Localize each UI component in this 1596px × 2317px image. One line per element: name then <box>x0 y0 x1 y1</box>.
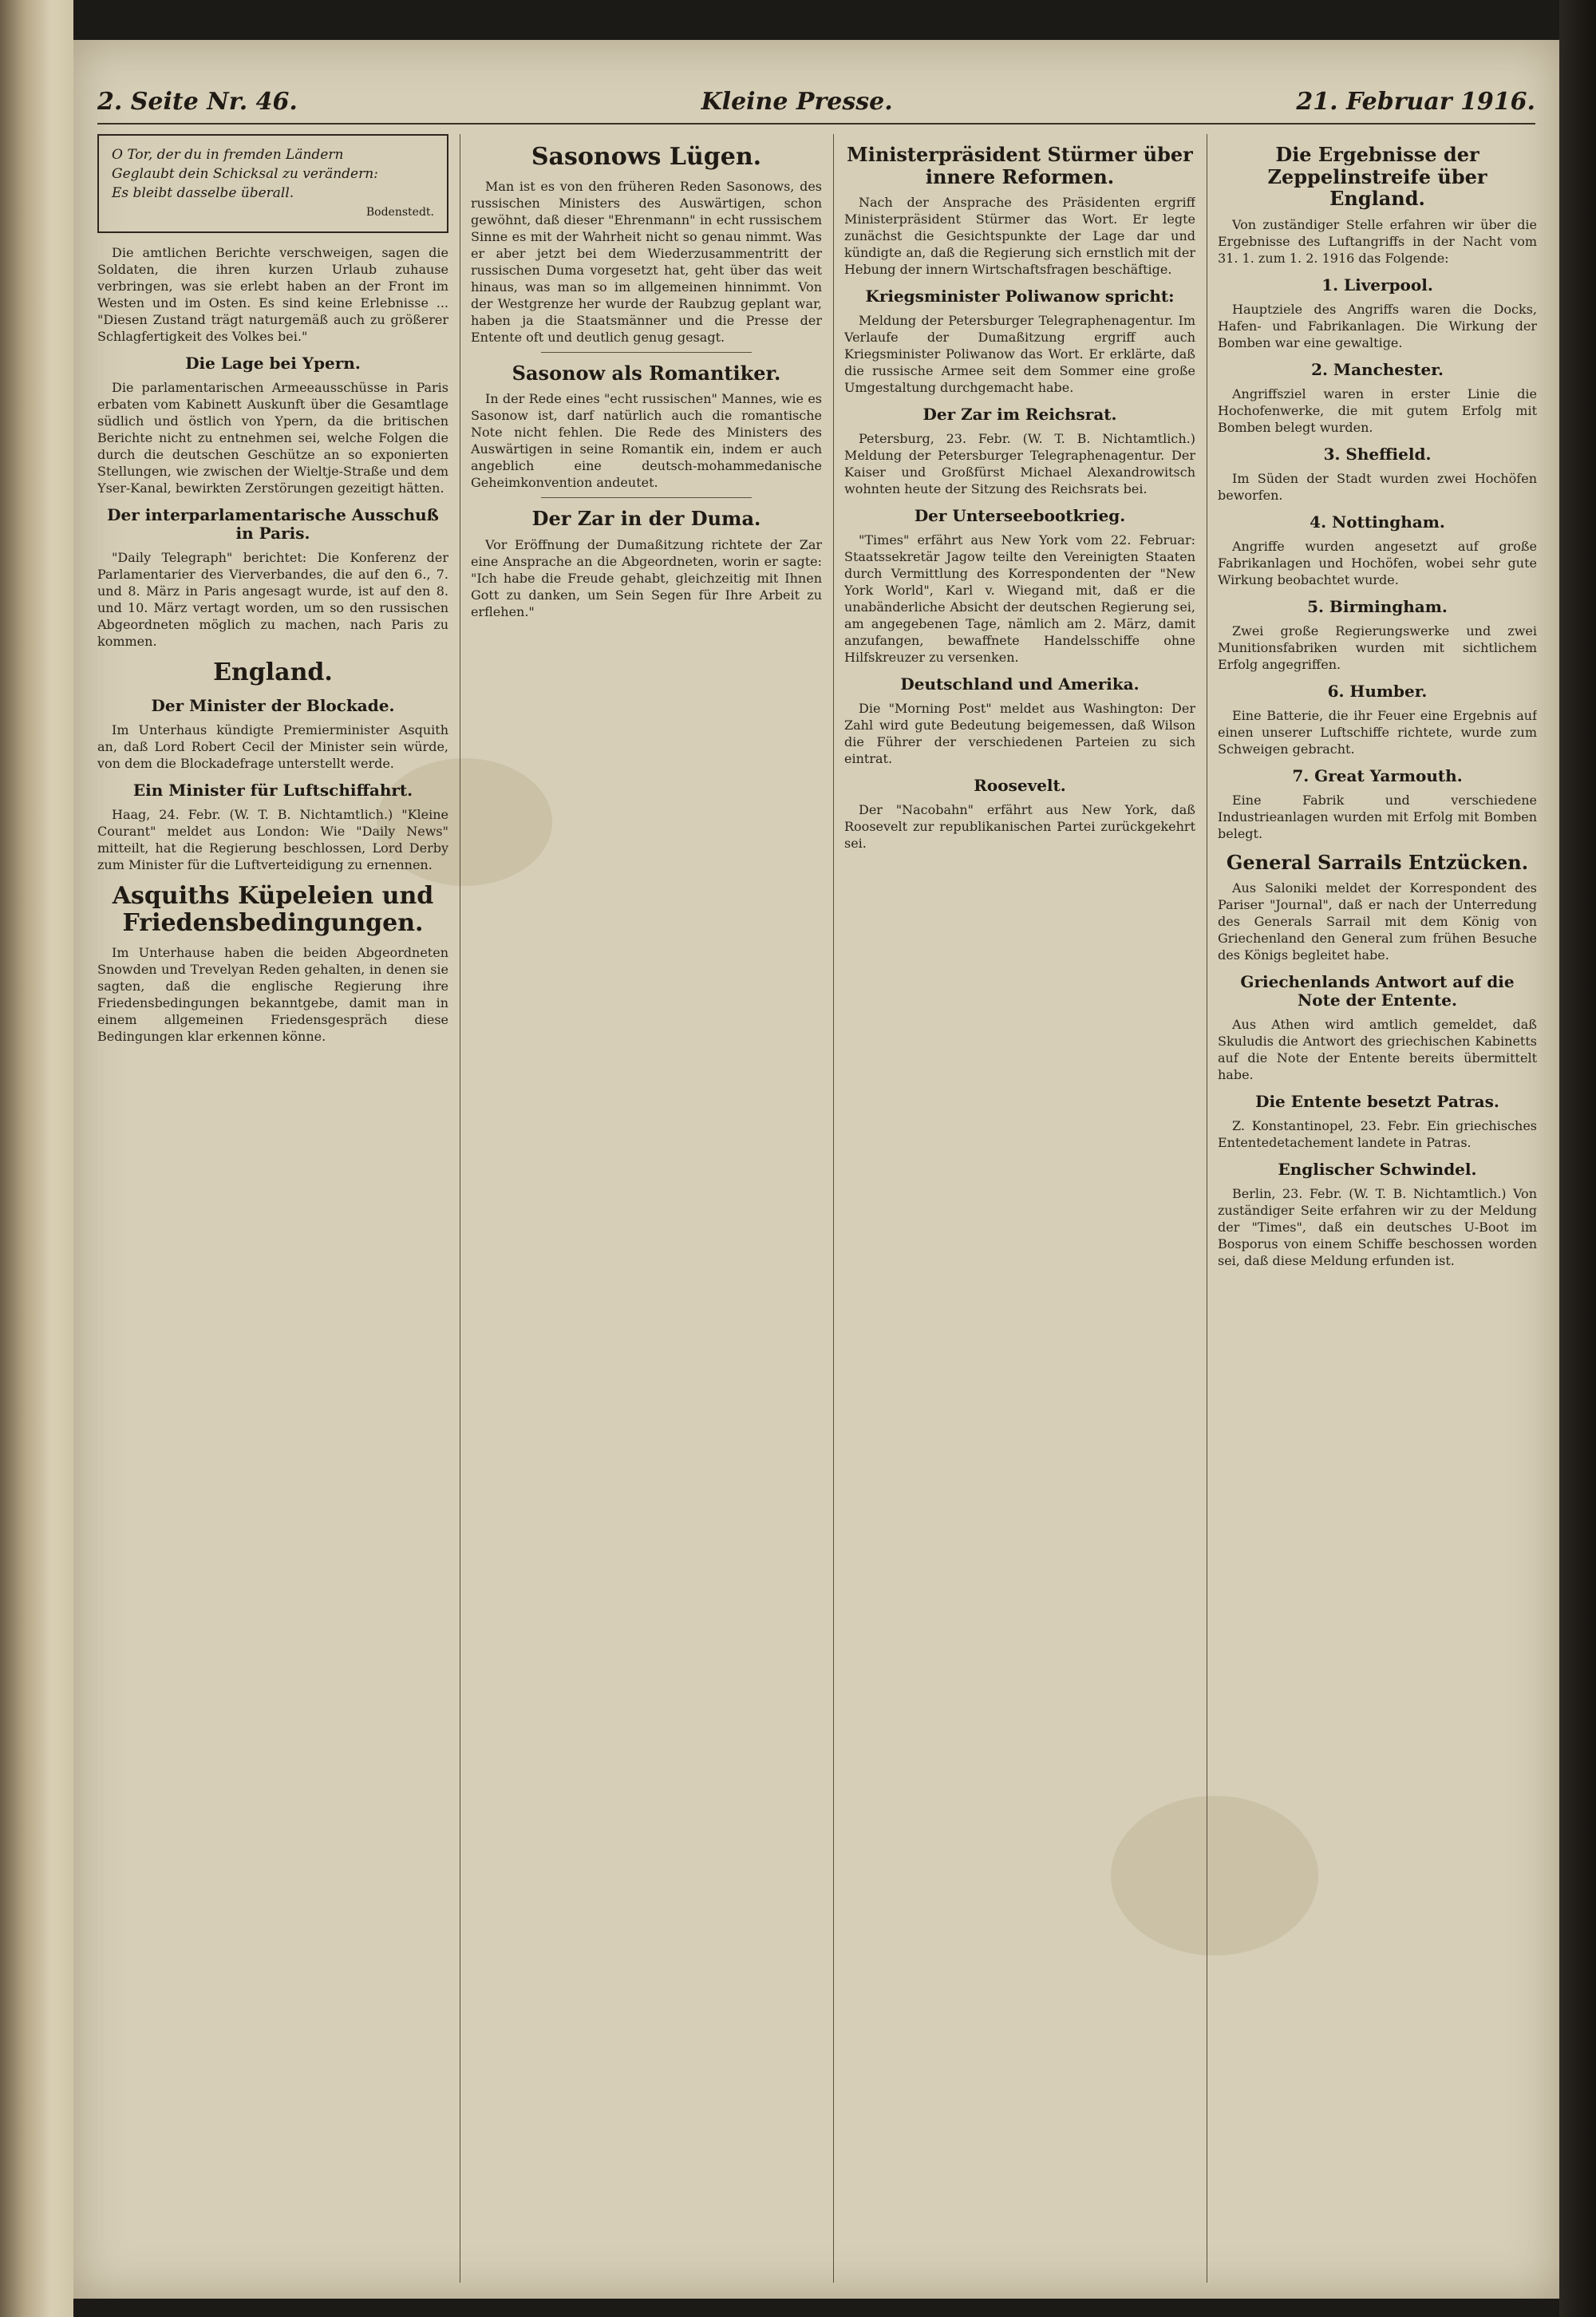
article-text: Man ist es von den früheren Reden Sasonows, des russischen Ministers des Auswärtigen, schon gewöhnt, daß dieser "Ehrenmann" in echt russischem Sinne es mit der Wahrheit nicht so genau nimmt. Was er aber jetzt bei dem Wiederzusammentritt der russischen Duma vorgesetzt hat, geht über das weit hinaus, was man so im allgemeinen hinnimmt. Von der Westgrenze her wurde der Raubzug geplant war, haben ja die Staatsmänner und die Presse der Entente oft und deutlich genug gesagt. <box>471 178 822 345</box>
article-text: Die "Morning Post" meldet aus Washington: Der Zahl wird gute Bedeutung beigemessen, daß Wilson die Führer der verschiedenen Parteien zu sich eintrat. <box>844 701 1195 767</box>
article-text: Angriffe wurden angesetzt auf große Fabrikanlagen und Hochöfen, wobei sehr gute Wirkung beobachtet wurde. <box>1218 538 1537 587</box>
article-headline: Sasonow als Romantiker. <box>512 361 781 385</box>
article-subheadline: 7. Great Yarmouth. <box>1292 765 1463 785</box>
article-text: Im Unterhaus kündigte Premierminister Asquith an, daß Lord Robert Cecil der Minister sein würde, von dem die Blockadefrage unterstellt werde. <box>97 722 448 771</box>
masthead <box>97 84 1535 119</box>
article-text: "Daily Telegraph" berichtet: Die Konferenz der Parlamentarier des Vierverbandes, die auf den 6., 7. und 8. März in Paris angesagt wurde, ist auf den 8. und 10. März vertagt worden, um so den russischen Abgeordneten möglich zu machen, nach Paris zu kommen. <box>97 550 448 649</box>
article-text: Die amtlichen Berichte verschweigen, sagen die Soldaten, die ihren kurzen Urlaub zuhause verbringen, was sie erlebt haben an der Front im Westen und im Osten. Es sind keine Erlebnisse ... "Diesen Zustand trägt naturgemäß auch zu größerer Schlagfertigkeit des Volkes bei." <box>97 245 448 344</box>
article-headline: General Sarrails Entzücken. <box>1226 850 1529 874</box>
article-headline: Der Zar in der Duma. <box>531 507 761 531</box>
article-text: Eine Fabrik und verschiedene Industrieanlagen wurden mit Erfolg mit Bomben belegt. <box>1218 792 1537 841</box>
article-text: Von zuständiger Stelle erfahren wir über die Ergebnisse des Luftangriffs in der Nacht vom 31. 1. zum 1. 2. 1916 das Folgende: <box>1218 216 1537 266</box>
column-2 <box>471 134 822 2283</box>
divider <box>541 352 752 353</box>
article-text: Der "Nacobahn" erfährt aus New York, daß Roosevelt zur republikanischen Partei zurückgekehrt sei. <box>844 802 1195 852</box>
column-1 <box>97 134 448 2283</box>
article-headline: Der Zar im Reichsrat. <box>922 405 1117 425</box>
newspaper-page <box>73 40 1559 2299</box>
article-subheadline: 3. Sheffield. <box>1323 444 1432 464</box>
article-text: Nach der Ansprache des Präsidenten ergriff Ministerpräsident Stürmer das Wort. Er legte zunächst die Gesichtspunkte der Lage dar und kündigte an, daß die Regierung sich ernstlich mit der Hebung der innern Wirtschaftsfragen beschäftige. <box>844 195 1195 278</box>
article-text: Hauptziele des Angriffs waren die Docks, Hafen- und Fabrikanlagen. Die Wirkung der Bomben war eine gewaltige. <box>1218 301 1537 350</box>
article-text: Meldung der Petersburger Telegraphenagentur. Im Verlaufe der Dumaßitzung ergriff auch Kriegsminister Poliwanow das Wort. Er erklärte, daß die russische Armee seit dem Sommer eine große Umgestaltung durchgemacht habe. <box>844 313 1195 396</box>
article-headline: Griechenlands Antwort auf die Note der Entente. <box>1240 972 1515 1010</box>
article-text: Haag, 24. Febr. (W. T. B. Nichtamtlich.) "Kleine Courant" meldet aus London: Wie "Daily News" mitteilt, hat die Regierung beschlossen, Lord Derby zum Minister für die Luftverteidigung zu ernennen. <box>97 806 448 872</box>
article-text: Die parlamentarischen Armeeausschüsse in Paris erbaten vom Kabinett Auskunft über die Gesamtlage südlich und östlich von Ypern, da die britischen Berichte nicht zu entnehmen sei, welche Folgen die durch die deutschen Geschütze an so exponierten Stellungen, wie zwischen der Wieltje-Straße und dem Yser-Kanal, bewirkten Zerstörungen gezeitigt hätten. <box>97 380 448 496</box>
divider <box>541 497 752 498</box>
article-text: "Times" erfährt aus New York vom 22. Februar: Staatssekretär Jagow teilte den Vereinigten Staaten durch Vermittlung des Korrespondenten der "New York World", Karl v. Wiegand mit, daß er die unabänderliche Absicht der deutschen Regierung sei, am angegebenen Tage, nämlich am 2. März, damit anzufangen, bewaffnete Handelsschiffe ohne Hilfskreuzer zu versenken. <box>844 532 1195 666</box>
article-headline: Englischer Schwindel. <box>1278 1160 1477 1180</box>
article-headline: Der Unterseebootkrieg. <box>914 506 1126 526</box>
article-headline: Die Lage bei Ypern. <box>185 354 361 373</box>
article-subheadline: 1. Liverpool. <box>1321 275 1433 295</box>
article-headline: Roosevelt. <box>974 776 1066 796</box>
paper-name: Kleine Presse. <box>701 87 893 116</box>
article-headline: Asquiths Küpeleien und Friedensbedingungen. <box>112 881 434 937</box>
column-rule <box>833 134 834 2283</box>
article-subheadline: 2. Manchester. <box>1311 359 1444 379</box>
page-label: 2. Seite Nr. 46. <box>97 87 298 116</box>
article-subheadline: Der Minister der Blockade. <box>151 695 395 715</box>
article-subheadline: 4. Nottingham. <box>1310 512 1445 532</box>
article-headline: Deutschland und Amerika. <box>900 674 1140 694</box>
article-text: Zwei große Regierungswerke und zwei Munitionsfabriken wurden mit sichtlichem Erfolg angegriffen. <box>1218 623 1537 672</box>
article-headline: Kriegsminister Poliwanow spricht: <box>865 287 1175 306</box>
article-headline: Ministerpräsident Stürmer über innere Reformen. <box>847 143 1193 188</box>
article-headline: Die Ergebnisse der Zeppelinstreife über England. <box>1267 143 1487 211</box>
poem-line: Geglaubt dein Schicksal zu verändern: <box>112 166 378 182</box>
article-text: Im Süden der Stadt wurden zwei Hochöfen beworfen. <box>1218 470 1537 503</box>
page-edge-shadow <box>1559 0 1596 2317</box>
column-4 <box>1218 134 1537 2283</box>
article-text: Petersburg, 23. Febr. (W. T. B. Nichtamtlich.) Meldung der Petersburger Telegraphenagentur. Der Kaiser und Großfürst Michael Alexandrowitsch wohnten heute der Sitzung des Reichsrats bei. <box>844 431 1195 497</box>
article-headline: England. <box>213 658 333 686</box>
poem-box <box>97 134 448 233</box>
column-3 <box>844 134 1195 2283</box>
article-text: Im Unterhause haben die beiden Abgeordneten Snowden und Trevelyan Reden gehalten, in denen sie sagten, daß die englische Regierung ihre Friedensbedingungen bekanntgebe, damit man in einem allgemeinen Friedensgespräch diese Bedingungen klar erkennen könne. <box>97 944 448 1044</box>
article-text: Vor Eröffnung der Dumaßitzung richtete der Zar eine Ansprache an die Abgeordneten, worin er sagte: "Ich habe die Freude gehabt, gleichzeitig mit Ihnen Gott zu danken, um Sein Segen für Ihre Arbeit zu erflehen." <box>471 536 822 619</box>
article-headline: Der interparlamentarische Ausschuß in Paris. <box>107 505 439 543</box>
header-rule <box>97 123 1535 125</box>
article-text: Angriffsziel waren in erster Linie die Hochofenwerke, die mit gutem Erfolg mit Bomben belegt wurden. <box>1218 386 1537 435</box>
poem-line: O Tor, der du in fremden Ländern <box>112 147 344 163</box>
article-text: Z. Konstantinopel, 23. Febr. Ein griechisches Ententedetachement landete in Patras. <box>1218 1118 1537 1151</box>
article-headline: Sasonows Lügen. <box>531 143 762 171</box>
article-subheadline: 5. Birmingham. <box>1307 596 1448 616</box>
article-headline: Die Entente besetzt Patras. <box>1255 1092 1499 1112</box>
article-text: Berlin, 23. Febr. (W. T. B. Nichtamtlich.) Von zuständiger Seite erfahren wir zu der Meldung der "Times", daß ein deutsches U-Boot im Bosporus von einem Schiffe beschossen worden sei, daß diese Meldung erfunden ist. <box>1218 1186 1537 1269</box>
poem-line: Es bleibt dasselbe überall. <box>112 185 294 201</box>
book-binding <box>0 0 73 2317</box>
article-text: Eine Batterie, die ihr Feuer eine Ergebnis auf einen unserer Luftschiffe richtete, wurde zum Schweigen gebracht. <box>1218 707 1537 757</box>
article-text: In der Rede eines "echt russischen" Mannes, wie es Sasonow ist, darf natürlich auch die romantische Note nicht fehlen. Die Rede des Ministers des Auswärtigen in seine Romantik ein, indem er auch angeblich eine deutsch-mohammedanische Geheimkonvention andeutet. <box>471 391 822 491</box>
article-text: Aus Saloniki meldet der Korrespondent des Pariser "Journal", daß er nach der Unterredung des Generals Sarrail mit dem König von Griechenland den General zum frühen Besuche des Königs begleitet habe. <box>1218 880 1537 963</box>
poem-author: Bodenstedt. <box>365 206 434 219</box>
article-subheadline: 6. Humber. <box>1327 681 1428 701</box>
article-text: Aus Athen wird amtlich gemeldet, daß Skuludis die Antwort des griechischen Kabinetts auf die Note der Entente bereits übermittelt habe. <box>1218 1017 1537 1083</box>
issue-date: 21. Februar 1916. <box>1296 87 1535 116</box>
article-headline: Ein Minister für Luftschiffahrt. <box>132 780 413 800</box>
